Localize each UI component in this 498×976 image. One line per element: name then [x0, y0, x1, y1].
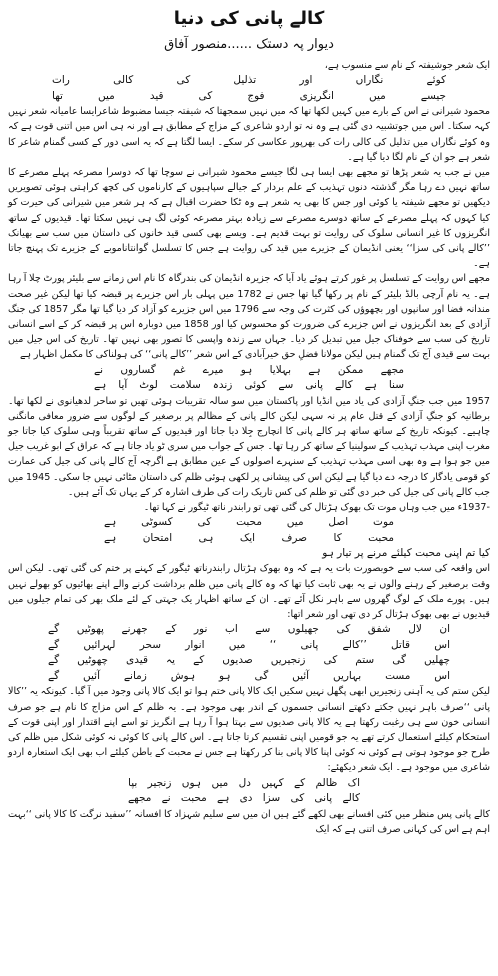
body-paragraph: اس واقعہ کی سب سے خوبصورت بات یہ ہے کہ وہ بھوک ہڑتال رابندرناتھ ٹیگور کے کہنے پر ختم کی گئی تھی۔ لیکن اس وقت برصغیر کے رہنے والوں نے یہ بھی ثابت کیا تھا کہ وہ کالے پانی میں ظلم برداشت کرنے والے اپنے بھائیوں کو بھولے نہیں ہیں۔ پورے ملک کے لوگ گھروں سے باہر نکل آئے تھے۔ ان کے ساتھ اظہار یک جہتی کے لئے ملک بھر کی تمام جیلوں میں قیدیوں نے بھی بھوک ہڑتال کر دی تھی اور شعر اتھا:: [8, 563, 490, 621]
verse-line: مجھے ممکن ہے بہلایا ہو میرے غم گساروں نے: [94, 363, 404, 376]
body-paragraph: -1937ء میں جب وہاں موت تک بھوک ہڑتال کی گئی تھی تو رابندر ناتھ ٹیگور نے کہا تھا۔: [143, 502, 490, 514]
verse-line: سنا ہے کالے پانی سے کوئی زندہ سلامت لوٹ آیا ہے: [94, 379, 404, 392]
body-paragraph: کالے پانی پس منظر میں کئی افسانے بھی لکھے گئے ہیں ان میں سے سلیم شہزاد کا افسانہ ’’سفید نرگت کا کالا پانی ‘‘بہت اہم ہے اس کی کہانی صرف اتنی ہے کہ ایک: [8, 808, 490, 835]
verse-line: اس قاتل ’’کالے پانی ‘‘ میں انوار سحر لہرائیں گے: [48, 638, 450, 651]
verse-line: کالے پانی کی سزا دی ہے محبت نے مجھے: [128, 792, 360, 805]
body-paragraph: ایک شعر جوشیفتہ کے نام سے منسوب ہے،: [324, 60, 490, 71]
article-body: [8, 58, 490, 837]
body-paragraph: لیکن ستم کی یہ آہنی زنجیریں ابھی پگھل نہیں سکیں ایک کالا پانی ختم ہوا تو ایک کالا پانی وجود میں آ گیا۔ کیونکہ یہ ’’کالا پانی ‘‘صرف باہر نہیں جکتے دکھتے انسانی جسموں کے اندر بھی موجود ہے۔ یہ ظلم کے اس مزاج کا نام ہے جو صرف انسانی خون سے ہی رغبت رکھتا ہے یہ کالا پانی صدیوں سے بہتا ہوا آ رہا ہے انگریز تو اسے اپنے اقتدار اور اپنی قوت کے استحکام کیلئے استعمال کرتے تھے یہ جو قومیں اپنی تقسیم کرتا جاتا ہے۔ اس کالے پانی کا کوئی نہ کوئی شکل میں ظلم کی طرح جو موجود ہوتی ہے کوئی نہ کوئی اپنا کالا پانی بنا کر رکھتا ہے جس نے محبت کے باطن کیلئے اب بھی ایک استعارہ اردو شاعری میں موجود ہے۔ ایک شعر دیکھئے:: [8, 686, 490, 774]
verse-line: موت اصل میں محبت کی کسوٹی ہے: [104, 516, 394, 529]
article-title: کالے پانی کی دنیا: [173, 8, 325, 29]
verse-line: اس مست بہاریں آئیں گی ہو ہوش زمانے آئیں گے: [48, 669, 450, 682]
verse-line: کوئے نگاراں اور تذلیل کی کالی رات: [52, 74, 446, 87]
verse-line: اک ظالم کے کہیں دل میں ہوں زنجیر بپا: [128, 776, 360, 789]
verse-line: چھلیں گی ستم کی زنجیریں صدیوں کے یہ قیدی چھوٹیں گے: [48, 654, 450, 667]
article-byline: دیوار پہ دستک ......منصور آفاق: [164, 37, 334, 52]
verse-line: جیسے میں انگریزی فوج کی قید میں تھا: [52, 89, 446, 102]
verse-line: محبت کا صرف ایک ہی امتحان ہے: [104, 531, 394, 544]
verse-heading: کیا تم اپنی محبت کیلئے مرنے پر تیار ہو: [322, 547, 490, 560]
body-paragraph: مجھے اس روایت کے تسلسل پر غور کرتے ہوئے یاد آیا کہ جزیرہ انڈیمان کی بندرگاہ کا نام اس زمانے سے بلیئر پورٹ چلا آ رہا ہے۔ یہ نام آرچی بالڈ بلیئر کے نام پر رکھا گیا تھا جس نے 1782 میں پہلی بار اس جزیرے پر قبضہ کیا تھا لیکن غیر صحت مندانہ فضا اور سانپوں اور بچھوؤں کی کثرت کی وجہ سے 1796 میں اس جزیرے کو آزاد کر دیا گیا تھا مگر 1857 کی جنگ آزادی کے بعد انگریزوں نے اس جزیرے کی ضرورت کو محسوس کیا اور 1858 میں دوبارہ اس پر قبضہ کر کے اسے انسانی تاریخ کی سب سے خوفناک جیل میں تبدیل کر دیا۔ جہاں سے زندہ واپسی کا تصور بھی نہیں تھا۔ تاریخ کی اس جیل میں بہت سے قیدی آج تک گمنام ہیں لیکن مولانا فضلِ حق خیرآبادی کے اس شعر ’’کالے پانی‘‘ کی ہولناکی کا مکمل اظہار ہے: [8, 273, 491, 361]
verse-line: ان لال شفق کی جھیلوں سے اب نور کے جھرنے پھوٹیں گے: [48, 623, 450, 636]
body-paragraph: 1957 میں جب جنگِ آزادی کی یاد میں انڈیا اور پاکستان میں سو سالہ تقریبات ہوئی تھیں تو ساحر لدھیانوی نے لکھا تھا۔ برطانیہ کو جنگِ آزادی کے قتل عام پر نہ سہی لیکن کالے پانی کے مظالم پر برصغیر کے لوگوں سے ضرور معافی مانگنی چاہیے۔ کیونکہ تاریخ کے ساتھ ساتھ ہر کالے پانی کا انچارج جِلا دیا جاتا اور قیدیوں کے ساتھ تقریباً وہی سلوک کیا جاتا جو مغرب اپنی مہذب تہذیب کے سولینیا کے ساتھ کر رہا تھا۔ جس کے جواب میں سری ٹو یاد جاتا ہے کہ عراق کے ابو غریب جیل میں جو ہوا ہے وہ بھی اسی مہذب تہذیب کے سنہرے اصولوں کے عین مطابق ہے اگرچہ آج کالے پانی کی جیل کی عمارت کو قومی یادگار کا درجہ دے دیا گیا ہے لیکن اس کی پیشانی پر لکھی ہوئی ظلم کی داستان مٹائی نہیں جا سکی۔ 1945 میں جب کالے پانی کی جیل کی خبر دی گئی تو ظلم کی کس تاریک رات کی طرف اشارہ کر کے یہاں تک آئے ہیں۔: [8, 395, 490, 498]
body-paragraph: میں نے جب یہ شعر پڑھا تو مجھے بھی ایسا ہی لگا جیسے محمود شیرانی نے سوچا تھا کہ دوسرا مصرعہ پہلے مصرعے کا ساتھ نہیں دے رہا مگر گذشتہ دنوں تہذیب کے علم بردار کے جیالے سپاہیوں کے کارناموں کی کچھ کراہتی ہوئی تصویریں دیکھیں تو مجھے شیفتہ یا کوئی اور جس کا بھی یہ شعر ہے وہ ٹکا حضرت اقبال ہے کہ ہر شعر میں شیرانی کی حیرت کو کیا کہوں کہ پہلے مصرعے کے ساتھ دوسرے مصرعے سے زیادہ بہتر مصرعہ کوئی لگ ہی نہیں سکتا تھا۔ قیدیوں کے ساتھ انگریزوں کا غیر انسانی سلوک کی روایت تو بہت قدیم ہے۔ ویسے بھی کسی قید خانوں کی داستان میں سب سے بھیانک ’’کالے پانی کی سزا‘‘ یعنی انڈیمان کے جزیرے میں قید کی روایت ہے جس کا تسلسل گوانتاناموبے کے جزیرے تک پہنچ جاتا ہے۔: [8, 167, 490, 270]
body-paragraph: محمود شیرانی نے اس کے بارے میں کہیں لکھا تھا کہ میں نہیں سمجھتا کہ شیفتہ جیسا مضبوط شاعرایسا عامیانہ شعر نہیں کہہ سکتا۔ اس میں جوتشبیہ دی گئی ہے وہ نہ تو اردو شاعری کے مزاج کے مطابق ہے اور نہ ہی اس میں اتنی قوت ہے کہ وہ کوئے نگاراں میں تذلیل کی کالی رات کی بھرپور عکاسی کر سکے۔ ایسا لگتا ہے کہ یہ اسی دور کے کسی گمنام شاعر کا شعر ہے جو ان کے نام لگا دیا گیا ہے۔: [8, 106, 490, 163]
